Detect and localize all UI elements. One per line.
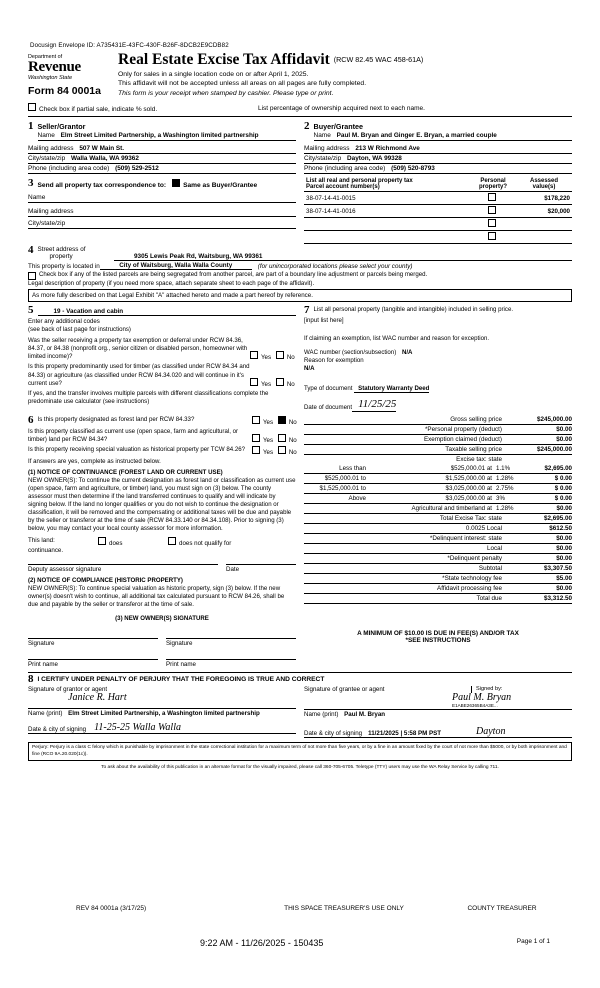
seller-mailing-label: Mailing address	[28, 145, 74, 153]
total-value: $612.50	[549, 525, 572, 533]
total-label: Total due	[476, 595, 502, 603]
assessed-value: $20,000	[516, 205, 572, 218]
personal-property-input-list[interactable]: [input list here]	[304, 317, 344, 325]
total-label: 0.0025 Local	[465, 525, 502, 533]
dor-logo	[28, 52, 114, 97]
money-value: $245,000.00	[536, 446, 572, 454]
total-label: Subtotal	[478, 565, 502, 573]
does-label: does	[109, 540, 123, 548]
seller-phone-value: (509) 529-2512	[115, 165, 159, 173]
bracket-row	[304, 484, 572, 494]
minimum-fee-line1: A MINIMUM OF $10.00 IS DUE IN FEE(S) AND/OR TAX	[357, 630, 519, 638]
bracket-amount: $3,025,000.00 at	[445, 485, 492, 493]
title-text: Real Estate Excise Tax Affidavit	[118, 51, 330, 68]
assessed-value: $178,220	[516, 192, 572, 205]
personal-col-line1: Personal	[480, 178, 506, 185]
reason-row	[304, 357, 572, 365]
parcel-table	[304, 177, 572, 244]
current-use-question: Is this property classified as current use (open space, farm and agricultural, or timber) land per RCW 84.34?	[28, 428, 238, 444]
grantee-city-handwritten: Dayton	[476, 726, 506, 738]
money-label: *Personal property (deduct)	[424, 426, 502, 434]
buyer-mailing-value: 213 W Richmond Ave	[355, 145, 420, 153]
total-row	[304, 594, 572, 604]
exemption-claim-note: If claiming an exemption, list WAC number and reason for exception.	[304, 335, 490, 343]
total-row	[304, 584, 572, 594]
total-label: *State technology fee	[442, 575, 502, 583]
bracket-value: $ 0.00	[554, 475, 572, 483]
personal-checkbox-cell[interactable]	[470, 192, 516, 205]
section-1-heading	[28, 120, 296, 131]
section-8-certification	[28, 672, 572, 739]
correspondence-parcel-columns	[28, 177, 572, 244]
section-3-heading	[28, 177, 296, 189]
money-row	[304, 455, 572, 464]
land-use-code: 19 - Vacation and cabin	[38, 308, 297, 316]
doc-date-value: 11/25/25	[352, 397, 396, 413]
bracket-value: $ 0.00	[554, 485, 572, 493]
section-1-number: 1	[28, 120, 34, 133]
property-street-address: 9305 Lewis Peak Rd, Waitsburg, WA 99361	[114, 253, 572, 261]
partial-sale-left	[28, 103, 258, 113]
grantor-date-label: Date & city of signing	[28, 726, 87, 734]
historic-row	[28, 446, 296, 456]
total-value: $3,307.50	[543, 565, 572, 573]
located-in-value: City of Waitsburg, Walla Walla County	[100, 262, 252, 270]
bracket-amount: $1,525,000.00 at	[445, 475, 492, 483]
docusign-envelope-id: Docusign Envelope ID: A735431E-43FC-430F-B26F-8DCB2E9CDB82	[30, 42, 229, 49]
new-owner-print-row	[28, 659, 296, 668]
section-4-number: 4	[28, 244, 34, 257]
new-owner-signature-title: (3) NEW OWNER(S) SIGNATURE	[115, 615, 209, 623]
new-owner-signature-row	[28, 638, 296, 647]
timber-question: Is this property predominantly used for timber (as classified under RCW 84.34 and 84.33) or agriculture (as classified under RCW 84.34.020 and will continue in it's current use?	[28, 363, 250, 387]
corr-mailing-label: Mailing address	[28, 208, 74, 216]
assessed-col-line2: value(s)	[532, 184, 556, 191]
section-3-correspondence	[28, 177, 300, 244]
assessed-value	[516, 231, 572, 244]
availability-notice: To ask about the availability of this publication in an alternate format for the visually impaired, please call 360-705-6705. Teletype (TTY) users may use the WA Relay Service by calling 711.	[101, 764, 499, 770]
grantor-name-value: Elm Street Limited Partnership, a Washington limited partnership	[68, 710, 260, 718]
parcel-number	[304, 231, 470, 244]
tax-calculation	[300, 415, 572, 668]
forest-no-label: No	[288, 419, 297, 427]
checkbox-curuse-no[interactable]	[278, 434, 286, 442]
located-in-label: This property is located in	[28, 262, 100, 270]
bracket-row	[304, 474, 572, 484]
grantee-date-value: 11/21/2025 | 5:58 PM PST	[368, 730, 442, 738]
checkbox-personal-property[interactable]	[488, 206, 496, 214]
section-6-number: 6	[28, 414, 34, 427]
assessor-signature-row	[28, 564, 296, 573]
q2-yes-label: Yes	[261, 380, 272, 388]
money-row	[304, 425, 572, 435]
bracket-range: $1,525,000.01 to	[319, 485, 366, 493]
historic-no-label: No	[288, 449, 297, 457]
buyer-phone-value: (509) 520-8793	[391, 165, 435, 173]
new-owner-print-1[interactable]: Print name	[28, 659, 158, 668]
total-value: $0.00	[556, 545, 572, 553]
perjury-notice: Perjury: Perjury is a class C felony which is punishable by imprisonment in the state correctional institution for a maximum term of not more than five years, or by a fine in an amount fixed by the court of not more than $5000, or by both imprisonment and fine (RCO 9A.20.020(1c)).	[28, 742, 572, 760]
wac-number-value: N/A	[401, 349, 413, 357]
money-label: Exemption claimed (deduct)	[423, 436, 502, 444]
grantee-block	[300, 686, 572, 738]
assessor-date[interactable]: Date	[226, 564, 296, 573]
personal-checkbox-cell[interactable]	[470, 218, 516, 231]
grantee-signature-field[interactable]	[304, 693, 572, 710]
money-value: $245,000.00	[536, 416, 572, 424]
grantee-name-value: Paul M. Bryan	[344, 711, 386, 719]
bracket-rate: 1.28%	[496, 475, 514, 483]
additional-codes-line2: (see back of last page for instructions)	[28, 326, 131, 334]
buyer-phone-field[interactable]	[304, 164, 572, 174]
checkbox-same-as-buyer[interactable]	[172, 179, 180, 187]
seller-mailing-field[interactable]	[28, 144, 296, 154]
total-value: $0.00	[556, 535, 572, 543]
personal-checkbox-cell[interactable]	[470, 231, 516, 244]
corr-name-field[interactable]	[28, 193, 296, 203]
buyer-csz-label: City/state/zip	[304, 155, 342, 163]
treasurer-space-label: THIS SPACE TREASURER'S USE ONLY	[284, 905, 404, 912]
checkbox-forest-yes[interactable]	[252, 416, 260, 424]
section-1-seller	[28, 120, 300, 174]
bracket-range: Agricultural and timberland at	[411, 505, 492, 513]
partial-sale-row	[28, 103, 572, 113]
parcel-col-line1: List all real and personal property tax	[306, 178, 413, 185]
timber-question-row	[28, 363, 296, 387]
forest-yes-label: Yes	[263, 419, 274, 427]
bracket-rate: 1.28%	[496, 505, 514, 513]
table-row	[304, 205, 572, 218]
bracket-range: Less than	[339, 465, 366, 473]
segregation-row	[28, 271, 572, 280]
bracket-row	[304, 504, 572, 514]
checkbox-does-qualify[interactable]	[98, 537, 106, 545]
additional-codes-line1: Enter any additional codes	[28, 318, 100, 326]
page-number: Page 1 of 1	[516, 938, 550, 945]
checkbox-personal-property[interactable]	[488, 193, 496, 201]
doc-type-label: Type of document	[304, 385, 353, 393]
section-2-number: 2	[304, 120, 310, 133]
section-7-heading: List all personal property (tangible and intangible) included in selling price.	[313, 306, 514, 314]
total-label: Local	[486, 545, 502, 553]
checkbox-q2-yes[interactable]	[250, 378, 258, 386]
bracket-rate: 3%	[496, 495, 505, 503]
total-row	[304, 564, 572, 574]
form-revision: REV 84 0001a (3/17/25)	[76, 905, 147, 912]
affidavit-sheet	[28, 52, 572, 770]
bracket-row	[304, 494, 572, 504]
doc-type-value: Statutory Warranty Deed	[354, 385, 429, 393]
historic-yes-label: Yes	[263, 449, 274, 457]
checkbox-q2-no[interactable]	[276, 378, 284, 386]
checkbox-q1-yes[interactable]	[250, 351, 258, 359]
forest-land-row	[28, 416, 296, 426]
seller-name-label: Name	[37, 132, 55, 140]
wac-number-label: WAC number (section/subsection)	[304, 349, 397, 357]
same-as-buyer-label: Same as Buyer/Grantee	[183, 182, 258, 190]
total-row	[304, 574, 572, 584]
parcel-number: 38-07-14-41-0016	[304, 205, 470, 218]
seller-phone-label: Phone (including area code)	[28, 165, 110, 173]
doc-date-row	[304, 397, 572, 413]
department-label: Department of	[28, 54, 63, 60]
total-row	[304, 524, 572, 534]
county-treasurer-label: COUNTY TREASURER	[467, 905, 537, 912]
seller-name-field[interactable]	[38, 131, 297, 141]
checkbox-forest-no[interactable]	[278, 416, 286, 424]
bracket-amount: $3,025,000.00 at	[445, 495, 492, 503]
table-row	[304, 231, 572, 244]
segregation-label: Check box if any of the listed parcels are being segregated from another parcel, are part of a boundary line adjustment or parcels being merged.	[39, 270, 428, 278]
grantee-date-row[interactable]	[304, 726, 572, 738]
bracket-rate: 2.75%	[496, 485, 514, 493]
money-label: Taxable selling price	[445, 446, 502, 454]
grantee-date-label: Date & city of signing	[304, 730, 363, 738]
continuance-title: (1) NOTICE OF CONTINUANCE (FOREST LAND OR CURRENT USE)	[28, 469, 223, 477]
revenue-wordmark: Revenue	[28, 59, 81, 76]
sub-line-3: This form is your receipt when stamped by cashier. Please type or print.	[118, 90, 334, 98]
new-owner-sig-2[interactable]: Signature	[166, 638, 296, 647]
section-2-heading	[304, 120, 572, 131]
grantor-block	[28, 686, 300, 738]
bracket-range: $525,000.01 to	[324, 475, 366, 483]
forest-land-question: Is this property designated as forest land per RCW 84.33?	[37, 416, 195, 424]
buyer-name-label: Name	[313, 132, 331, 140]
page-title	[118, 52, 572, 68]
section-5-number: 5	[28, 304, 34, 317]
partial-sale-label: Check box if partial sale, indicate % sold.	[39, 106, 158, 114]
seller-csz-field[interactable]	[28, 154, 296, 164]
table-row	[304, 192, 572, 205]
multiple-parcels-note: If yes, and the transfer involves multiple parcels with different classifications complete the predominate use calculator (see instructions)	[28, 389, 269, 405]
personal-col-line2: property?	[478, 184, 507, 191]
grantee-sig-label: Signature of grantee or agent	[304, 686, 385, 694]
total-row	[304, 534, 572, 544]
buyer-phone-label: Phone (including area code)	[304, 165, 386, 173]
section-3-number: 3	[28, 177, 34, 190]
total-value: $0.00	[556, 585, 572, 593]
grantee-name-label: Name (print)	[304, 711, 339, 719]
grantor-date-row[interactable]	[28, 722, 296, 734]
checkbox-segregated[interactable]	[28, 272, 36, 280]
money-row	[304, 415, 572, 425]
total-label: *Delinquent penalty	[447, 555, 502, 563]
ownership-note: List percentage of ownership acquired next to each name.	[258, 104, 425, 112]
section-5-use	[28, 306, 300, 412]
form-header	[28, 52, 572, 99]
deputy-assessor-signature[interactable]: Deputy assessor signature	[28, 564, 218, 573]
total-label: Total Excise Tax: state	[439, 515, 502, 523]
total-label: *Delinquent interest: state	[429, 535, 502, 543]
this-land-label: This land:	[28, 537, 55, 545]
timestamp-stamp: 9:22 AM - 11/26/2025 - 150435	[200, 938, 324, 948]
assessed-value	[516, 218, 572, 231]
current-use-row	[28, 428, 296, 444]
buyer-mailing-label: Mailing address	[304, 145, 350, 153]
total-value: $5.00	[556, 575, 572, 583]
assessed-col-header	[516, 177, 572, 192]
section-2-title: Buyer/Grantee	[313, 122, 364, 132]
reason-value: N/A	[304, 365, 315, 373]
grantor-date-value: 11-25-25 Walla Walla	[94, 722, 181, 734]
bracket-range: Above	[348, 495, 366, 503]
corr-csz-field[interactable]	[28, 219, 296, 229]
wac-number-row	[304, 349, 572, 357]
bracket-value: $2,695.00	[544, 465, 572, 473]
buyer-mailing-field[interactable]	[304, 144, 572, 154]
additional-codes-note	[28, 318, 296, 334]
total-row	[304, 544, 572, 554]
total-value: $0.00	[556, 555, 572, 563]
new-owner-sig-1[interactable]: Signature	[28, 638, 158, 647]
seller-csz-value: Walla Walla, WA 99362	[71, 155, 139, 163]
section-8-number: 8	[28, 672, 34, 685]
seller-phone-field[interactable]	[28, 164, 296, 174]
parcel-col-line2: Parcel account number(s)	[306, 184, 380, 191]
grantor-name-row	[28, 710, 296, 717]
buyer-csz-field[interactable]	[304, 154, 572, 164]
curuse-yes-label: Yes	[263, 437, 274, 445]
located-in-note: (for unincorporated locations please select your county)	[257, 262, 413, 270]
section-4-heading-1: Street address of	[37, 246, 86, 254]
assessed-col-line1: Assessed	[529, 178, 559, 185]
bracket-row	[304, 464, 572, 474]
doc-type-row	[304, 385, 572, 393]
section-5-7-columns	[28, 306, 572, 412]
seller-mailing-value: 507 W Main St.	[79, 145, 125, 153]
bracket-value: $ 0.00	[554, 495, 572, 503]
seller-csz-label: City/state/zip	[28, 155, 66, 163]
property-location-row	[28, 262, 572, 270]
total-value: $3,312.50	[543, 595, 572, 603]
legal-description-label: Legal description of property (if you need more space, attach separate sheet to each page of the affidavit).	[28, 279, 315, 287]
parcel-table-wrap	[300, 177, 572, 244]
total-label: Affidavit processing fee	[437, 585, 502, 593]
buyer-name-field[interactable]	[314, 131, 573, 141]
parcel-table-header	[304, 177, 572, 192]
bracket-value: $0.00	[556, 505, 572, 513]
corr-csz-label: City/state/zip	[28, 220, 66, 228]
grantee-name-row	[304, 711, 572, 718]
section-7-personal-property	[300, 306, 572, 412]
grantor-sig-label: Signature of grantor or agent	[28, 686, 108, 694]
checkbox-historic-yes[interactable]	[252, 446, 260, 454]
section-4-heading-2: property	[49, 253, 73, 261]
total-row	[304, 514, 572, 524]
section-3-title: Send all property tax correspondence to:	[37, 182, 167, 190]
legal-description-box[interactable]: As more fully described on that Legal Exhibit "A" attached hereto and made a part hereof by reference.	[28, 289, 572, 302]
bracket-rate: 1.1%	[496, 465, 511, 473]
exemption-question: Was the seller receiving a property tax exemption or deferral under RCW 84.36, 84.37, or 84.38 (nonprofit org., senior citizen or disabled person, homeowner with limited income)?	[28, 337, 248, 361]
minimum-fee-note	[304, 630, 572, 644]
grantor-name-label: Name (print)	[28, 710, 63, 718]
continuance-body: NEW OWNER(S): To continue the current designation as forest land or classification as current use (open space, farm and agriculture, or timber) land, you must sign on (3) below. The county assessor must then determine if the land transferred continues to qualify and will indicate by signing below. If the land no longer qualifies or you do not wish to continue the designation or classification, it will be removed and the compensating or additional taxes will be due and payable by the seller or transferor at the time of sale (RCW 84.33.140 or 84.34.108). Prior to signing (3) below, you may contact your local county assessor for more information.	[28, 477, 296, 533]
money-row	[304, 445, 572, 455]
section-4-property	[28, 246, 572, 302]
historic-notice-title: (2) NOTICE OF COMPLIANCE (HISTORIC PROPERTY)	[28, 577, 183, 585]
buyer-name-value: Paul M. Bryan and Ginger E. Bryan, a married couple	[336, 132, 497, 140]
seller-name-value: Elm Street Limited Partnership, a Washington limited partnership	[60, 132, 259, 140]
sub-line-1: Only for sales in a single location code on or after April 1, 2025.	[118, 70, 309, 78]
bracket-amount: $525,000.01 at	[450, 465, 492, 473]
corr-name-label: Name	[28, 194, 46, 202]
section-2-buyer	[300, 120, 572, 174]
money-row	[304, 435, 572, 445]
section-7-number: 7	[304, 304, 310, 317]
reason-label: Reason for exemption	[304, 357, 364, 365]
historic-notice-body: NEW OWNER(S): To continue special valuation as historic property, sign (3) below. If the new owner(s) doesn't wish to continue, all additional tax calculated pursuant to RCW 84.26, shall be due and payable by the seller or transferor at the time of sale.	[28, 585, 285, 609]
new-owner-print-2[interactable]: Print name	[166, 659, 296, 668]
rcw-reference: (RCW 82.45 WAC 458-61A)	[333, 55, 424, 64]
money-value: $0.00	[556, 426, 572, 434]
land-qualify-row	[28, 537, 296, 547]
personal-col-header	[470, 177, 516, 192]
checkbox-does-not-qualify[interactable]	[168, 537, 176, 545]
sub-line-2: This affidavit will not be accepted unless all areas on all pages are fully completed.	[118, 80, 367, 88]
money-value	[508, 456, 572, 463]
complete-as-instructed: If answers are yes, complete as instructed below.	[28, 458, 161, 466]
parcel-number	[304, 218, 470, 231]
checkbox-curuse-yes[interactable]	[252, 434, 260, 442]
continuance-word: continuance.	[28, 547, 64, 555]
buyer-csz-value: Dayton, WA 99328	[347, 155, 402, 163]
checkbox-personal-property[interactable]	[488, 219, 496, 227]
q2-no-label: No	[286, 380, 295, 388]
section-6-money-columns	[28, 415, 572, 668]
checkbox-personal-property[interactable]	[488, 232, 496, 240]
parcel-col-header	[304, 177, 470, 192]
q1-no-label: No	[286, 354, 295, 362]
exemption-question-row	[28, 337, 296, 361]
form-number: Form 84 0001a	[28, 84, 101, 97]
does-not-label: does not qualify for	[179, 540, 232, 548]
table-row	[304, 218, 572, 231]
washington-state-label: Washington State	[28, 75, 73, 82]
money-label: Gross selling price	[450, 416, 502, 424]
minimum-fee-line2: *SEE INSTRUCTIONS	[405, 637, 471, 645]
curuse-no-label: No	[288, 437, 297, 445]
doc-date-label: Date of document	[304, 403, 353, 411]
money-label: Excise tax: state	[456, 456, 502, 464]
personal-checkbox-cell[interactable]	[470, 205, 516, 218]
section-6-classification	[28, 415, 300, 668]
checkbox-q1-no[interactable]	[276, 351, 284, 359]
divider-1	[28, 116, 572, 117]
checkbox-partial-sale[interactable]	[28, 103, 36, 111]
seller-buyer-columns	[28, 120, 572, 174]
checkbox-historic-no[interactable]	[278, 446, 286, 454]
grantor-signature-field[interactable]	[28, 693, 296, 709]
total-row	[304, 554, 572, 564]
total-value: $2,695.00	[543, 515, 572, 523]
section-1-title: Seller/Grantor	[37, 122, 86, 132]
form-subtext	[118, 70, 572, 100]
corr-mailing-field[interactable]	[28, 207, 296, 217]
section-8-heading: I CERTIFY UNDER PENALTY OF PERJURY THAT THE FOREGOING IS TRUE AND CORRECT	[37, 675, 325, 683]
signed-by-label: Signed by:	[471, 686, 572, 693]
historic-question: Is this property receiving special valuation as historical property per TCW 84.26?	[28, 446, 245, 454]
parcel-number: 38-07-14-41-0015	[304, 192, 470, 205]
grantor-signature-value: Janice R. Hart	[68, 692, 127, 704]
grantee-signature-value: Paul M. Bryan	[452, 692, 512, 704]
q1-yes-label: Yes	[261, 354, 272, 362]
money-value: $0.00	[556, 436, 572, 444]
grantee-signature-id: E1ABE26365B4A3E...	[452, 703, 498, 709]
